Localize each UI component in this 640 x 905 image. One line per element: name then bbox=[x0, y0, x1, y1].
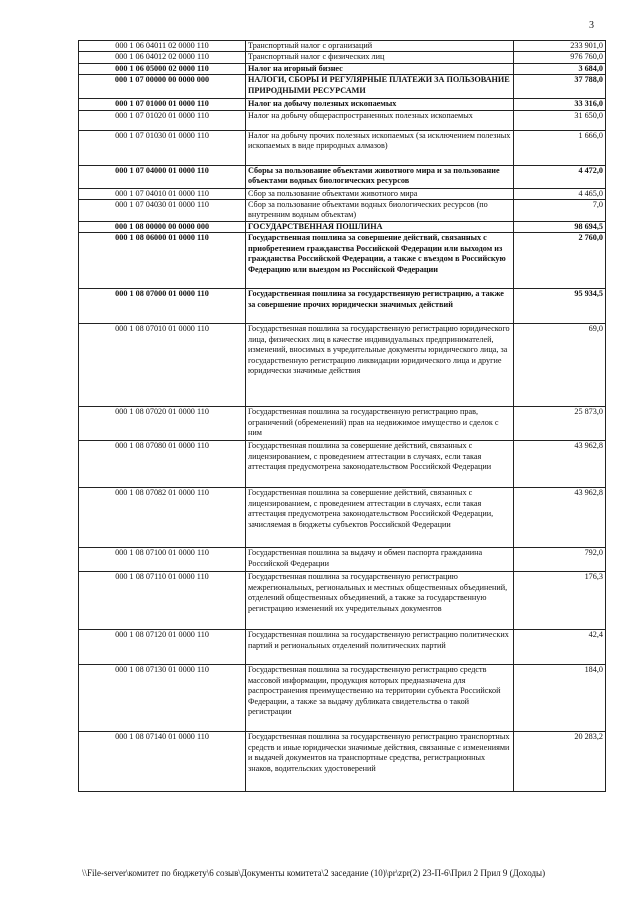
table-row bbox=[79, 75, 606, 99]
table-row bbox=[79, 110, 606, 130]
table-row bbox=[79, 572, 606, 630]
amount-cell: 2 760,0 bbox=[514, 233, 606, 289]
amount-cell: 4 472,0 bbox=[514, 165, 606, 188]
amount-cell: 3 684,0 bbox=[514, 63, 606, 74]
table-row bbox=[79, 99, 606, 110]
table-row bbox=[79, 732, 606, 792]
revenue-name-cell: НАЛОГИ, СБОРЫ И РЕГУЛЯРНЫЕ ПЛАТЕЖИ ЗА ПОЛЬЗОВАНИЕ ПРИРОДНЫМИ РЕСУРСАМИ bbox=[246, 75, 514, 99]
table-row bbox=[79, 407, 606, 441]
revenue-name-cell: Сборы за пользование объектами животного мира и за пользование объектами водных биологических ресурсов bbox=[246, 165, 514, 188]
amount-cell: 184,0 bbox=[514, 665, 606, 732]
table-row bbox=[79, 665, 606, 732]
table-row bbox=[79, 130, 606, 165]
revenue-name-cell: Налог на добычу прочих полезных ископаемых (за исключением полезных ископаемых в виде природных алмазов) bbox=[246, 130, 514, 165]
kbk-code-cell: 000 1 08 07120 01 0000 110 bbox=[79, 630, 246, 665]
amount-cell: 176,3 bbox=[514, 572, 606, 630]
kbk-code-cell: 000 1 08 07010 01 0000 110 bbox=[79, 324, 246, 407]
kbk-code-cell: 000 1 06 05000 02 0000 110 bbox=[79, 63, 246, 74]
revenue-name-cell: Государственная пошлина за государственную регистрацию политических партий и региональных отделений политических партий bbox=[246, 630, 514, 665]
kbk-code-cell: 000 1 07 04010 01 0000 110 bbox=[79, 188, 246, 199]
kbk-code-cell: 000 1 06 04012 02 0000 110 bbox=[79, 52, 246, 63]
kbk-code-cell: 000 1 07 01000 01 0000 110 bbox=[79, 99, 246, 110]
revenue-name-cell: Налог на добычу общераспространенных полезных ископаемых bbox=[246, 110, 514, 130]
amount-cell: 33 316,0 bbox=[514, 99, 606, 110]
kbk-code-cell: 000 1 08 00000 00 0000 000 bbox=[79, 222, 246, 233]
table-row bbox=[79, 41, 606, 52]
table-row bbox=[79, 188, 606, 199]
amount-cell: 37 788,0 bbox=[514, 75, 606, 99]
revenue-name-cell: ГОСУДАРСТВЕННАЯ ПОШЛИНА bbox=[246, 222, 514, 233]
revenue-name-cell: Государственная пошлина за совершение действий, связанных с лицензированием, с проведением аттестации в случаях, если такая аттестация предусмотрена законодательством Российской Федерации bbox=[246, 441, 514, 488]
table-row bbox=[79, 52, 606, 63]
revenue-name-cell: Налог на добычу полезных ископаемых bbox=[246, 99, 514, 110]
amount-cell: 43 962,8 bbox=[514, 488, 606, 548]
kbk-code-cell: 000 1 08 07000 01 0000 110 bbox=[79, 289, 246, 324]
table-row bbox=[79, 289, 606, 324]
kbk-code-cell: 000 1 08 07140 01 0000 110 bbox=[79, 732, 246, 792]
revenue-table bbox=[78, 40, 606, 792]
table-row bbox=[79, 200, 606, 222]
revenue-name-cell: Налог на игорный бизнес bbox=[246, 63, 514, 74]
kbk-code-cell: 000 1 07 01030 01 0000 110 bbox=[79, 130, 246, 165]
amount-cell: 4 465,0 bbox=[514, 188, 606, 199]
revenue-name-cell: Государственная пошлина за совершение действий, связанных с приобретением гражданства Российской Федерации или выходом из гражданства Российской Федерации, а также с въездом в Российскую Федерацию или выездом из Российской Федерации bbox=[246, 233, 514, 289]
kbk-code-cell: 000 1 08 07080 01 0000 110 bbox=[79, 441, 246, 488]
amount-cell: 20 283,2 bbox=[514, 732, 606, 792]
amount-cell: 95 934,5 bbox=[514, 289, 606, 324]
kbk-code-cell: 000 1 08 07020 01 0000 110 bbox=[79, 407, 246, 441]
kbk-code-cell: 000 1 06 04011 02 0000 110 bbox=[79, 41, 246, 52]
revenue-name-cell: Транспортный налог с физических лиц bbox=[246, 52, 514, 63]
revenue-name-cell: Государственная пошлина за государственную регистрацию прав, ограничений (обременений) прав на недвижимое имущество и сделок с ним bbox=[246, 407, 514, 441]
table-row bbox=[79, 324, 606, 407]
table-row bbox=[79, 488, 606, 548]
revenue-name-cell: Государственная пошлина за государственную регистрацию юридического лица, физических лиц в качестве индивидуальных предпринимателей, изменений, вносимых в учредительные документы юридического лица, за государственную регистрацию ликвидации юридического лица и другие юридически значимые действия bbox=[246, 324, 514, 407]
amount-cell: 1 666,0 bbox=[514, 130, 606, 165]
kbk-code-cell: 000 1 07 01020 01 0000 110 bbox=[79, 110, 246, 130]
amount-cell: 7,0 bbox=[514, 200, 606, 222]
revenue-table-body bbox=[79, 41, 606, 792]
table-row bbox=[79, 165, 606, 188]
revenue-name-cell: Транспортный налог с организаций bbox=[246, 41, 514, 52]
table-row bbox=[79, 222, 606, 233]
kbk-code-cell: 000 1 08 07110 01 0000 110 bbox=[79, 572, 246, 630]
revenue-name-cell: Сбор за пользование объектами животного мира bbox=[246, 188, 514, 199]
revenue-name-cell: Государственная пошлина за государственную регистрацию транспортных средств и иные юридически значимые действия, связанные с изменениями и выдачей документов на транспортные средства, регистрационных знаков, водительских удостоверений bbox=[246, 732, 514, 792]
table-row bbox=[79, 548, 606, 572]
revenue-name-cell: Государственная пошлина за государственную регистрацию, а также за совершение прочих юридически значимых действий bbox=[246, 289, 514, 324]
table-row bbox=[79, 630, 606, 665]
kbk-code-cell: 000 1 08 07130 01 0000 110 bbox=[79, 665, 246, 732]
amount-cell: 976 760,0 bbox=[514, 52, 606, 63]
revenue-name-cell: Государственная пошлина за совершение действий, связанных с лицензированием, с проведением аттестации в случаях, если такая аттестация предусмотрена законодательством Российской Федерации, зачисляемая в бюджеты субъектов Российской Федерации bbox=[246, 488, 514, 548]
kbk-code-cell: 000 1 07 00000 00 0000 000 bbox=[79, 75, 246, 99]
kbk-code-cell: 000 1 08 06000 01 0000 110 bbox=[79, 233, 246, 289]
page-number: 3 bbox=[589, 20, 594, 31]
kbk-code-cell: 000 1 07 04030 01 0000 110 bbox=[79, 200, 246, 222]
amount-cell: 98 694,5 bbox=[514, 222, 606, 233]
amount-cell: 42,4 bbox=[514, 630, 606, 665]
kbk-code-cell: 000 1 08 07082 01 0000 110 bbox=[79, 488, 246, 548]
revenue-name-cell: Государственная пошлина за государственную регистрацию межрегиональных, региональных и местных общественных объединений, отделений общественных объединений, а также за государственную регистрацию изменений их учредительных документов bbox=[246, 572, 514, 630]
kbk-code-cell: 000 1 07 04000 01 0000 110 bbox=[79, 165, 246, 188]
table-row bbox=[79, 233, 606, 289]
footer-file-path: \\File-server\комитет по бюджету\6 созыв\Документы комитета\2 заседание (10)\pr\zpr(2) 23-П-6\Прил 2 Прил 9 (Доходы) bbox=[82, 868, 546, 878]
revenue-name-cell: Сбор за пользование объектами водных биологических ресурсов (по внутренним водным объектам) bbox=[246, 200, 514, 222]
amount-cell: 31 650,0 bbox=[514, 110, 606, 130]
revenue-name-cell: Государственная пошлина за государственную регистрацию средств массовой информации, продукция которых предназначена для распространения преимущественно на территории субъекта Российской Федерации, а также за выдачу дубликата свидетельства о такой регистрации bbox=[246, 665, 514, 732]
amount-cell: 69,0 bbox=[514, 324, 606, 407]
amount-cell: 792,0 bbox=[514, 548, 606, 572]
amount-cell: 43 962,8 bbox=[514, 441, 606, 488]
table-row bbox=[79, 63, 606, 74]
kbk-code-cell: 000 1 08 07100 01 0000 110 bbox=[79, 548, 246, 572]
table-row bbox=[79, 441, 606, 488]
amount-cell: 25 873,0 bbox=[514, 407, 606, 441]
revenue-name-cell: Государственная пошлина за выдачу и обмен паспорта гражданина Российской Федерации bbox=[246, 548, 514, 572]
amount-cell: 233 901,0 bbox=[514, 41, 606, 52]
